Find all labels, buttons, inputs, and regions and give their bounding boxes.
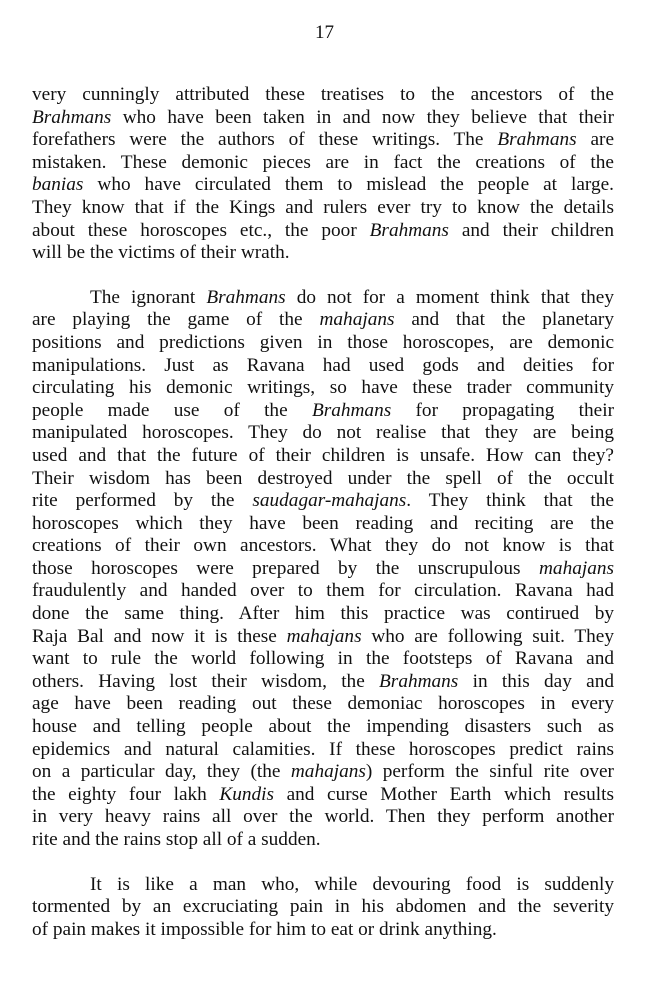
- text-line: used and that the future of their children is unsafe. How can they?: [32, 444, 614, 466]
- italic-term: Brahmans: [206, 286, 286, 308]
- italic-term: Brahmans: [379, 670, 459, 692]
- text-line: the eighty four lakh Kundis and curse Mother Earth which results: [32, 783, 614, 805]
- text-line: epidemics and natural calamities. If these horoscopes predict rains: [32, 738, 614, 760]
- text-line: They know that if the Kings and rulers ever try to know the details: [32, 196, 614, 218]
- italic-term: Brahmans: [497, 129, 577, 151]
- body-text: [32, 84, 614, 941]
- italic-term: mahajans: [286, 625, 362, 647]
- text-line: will be the victims of their wrath.: [32, 242, 290, 264]
- italic-term: Brahmans: [32, 106, 112, 128]
- italic-term: mahajans: [290, 761, 366, 783]
- italic-term: Brahmans: [369, 219, 449, 241]
- text-line: want to rule the world following in the footsteps of Ravana and: [32, 648, 614, 670]
- text-line: creations of their own ancestors. What they do not know is that: [32, 535, 614, 557]
- italic-term: Brahmans: [311, 399, 392, 421]
- text-line: those horoscopes were prepared by the unscrupulous mahajans: [32, 557, 614, 579]
- text-line: It is like a man who, while devouring food is suddenly: [90, 873, 614, 895]
- text-line: about these horoscopes etc., the poor Brahmans and their children: [32, 219, 614, 241]
- page-number: 17: [315, 22, 334, 43]
- text-line: of pain makes it impossible for him to eat or drink anything.: [32, 918, 497, 940]
- text-line: banias who have circulated them to mislead the people at large.: [32, 174, 614, 196]
- paragraph: [32, 287, 614, 852]
- text-line: rite performed by the saudagar-mahajans. They think that the: [32, 490, 614, 512]
- text-line: in very heavy rains all over the world. Then they perform another: [32, 806, 614, 828]
- text-line: Raja Bal and now it is these mahajans who are following suit. They: [32, 625, 614, 647]
- italic-term: Kundis: [219, 783, 275, 805]
- text-line: others. Having lost their wisdom, the Brahmans in this day and: [32, 670, 614, 692]
- italic-term: banias: [32, 174, 84, 196]
- text-line: mistaken. These demonic pieces are in fact the creations of the: [32, 151, 614, 173]
- text-line: tormented by an excruciating pain in his abdomen and the severity: [32, 896, 614, 918]
- text-line: house and telling people about the impending disasters such as: [32, 716, 614, 738]
- text-line: are playing the game of the mahajans and that the planetary: [32, 309, 614, 331]
- text-line: very cunningly attributed these treatises to the ancestors of the: [32, 84, 614, 105]
- text-line: on a particular day, they (the mahajans) perform the sinful rite over: [32, 761, 614, 783]
- italic-term: mahajans: [539, 557, 614, 579]
- text-line: fraudulently and handed over to them for circulation. Ravana had: [32, 580, 614, 602]
- text-line: people made use of the Brahmans for propagating their: [32, 399, 615, 421]
- paragraph: [32, 84, 614, 265]
- text-line: circulating his demonic writings, so have these trader community: [32, 377, 614, 399]
- italic-term: saudagar-mahajans: [252, 490, 407, 512]
- text-line: The ignorant Brahmans do not for a moment think that they: [90, 286, 614, 308]
- italic-term: mahajans: [319, 309, 395, 331]
- text-line: manipulations. Just as Ravana had used gods and deities for: [32, 354, 614, 376]
- text-line: manipulated horoscopes. They do not realise that they are being: [32, 422, 614, 444]
- text-line: done the same thing. After him this practice was contirued by: [32, 603, 614, 625]
- text-line: horoscopes which they have been reading and reciting are the: [32, 512, 614, 534]
- text-line: Brahmans who have been taken in and now they believe that their: [32, 106, 614, 128]
- text-line: age have been reading out these demoniac horoscopes in every: [32, 693, 614, 715]
- paragraph: [32, 874, 614, 942]
- text-line: rite and the rains stop all of a sudden.: [32, 829, 321, 850]
- text-line: Their wisdom has been destroyed under the spell of the occult: [32, 467, 614, 489]
- text-line: positions and predictions given in those horoscopes, are demonic: [32, 331, 614, 353]
- text-line: forefathers were the authors of these writings. The Brahmans are: [32, 129, 615, 151]
